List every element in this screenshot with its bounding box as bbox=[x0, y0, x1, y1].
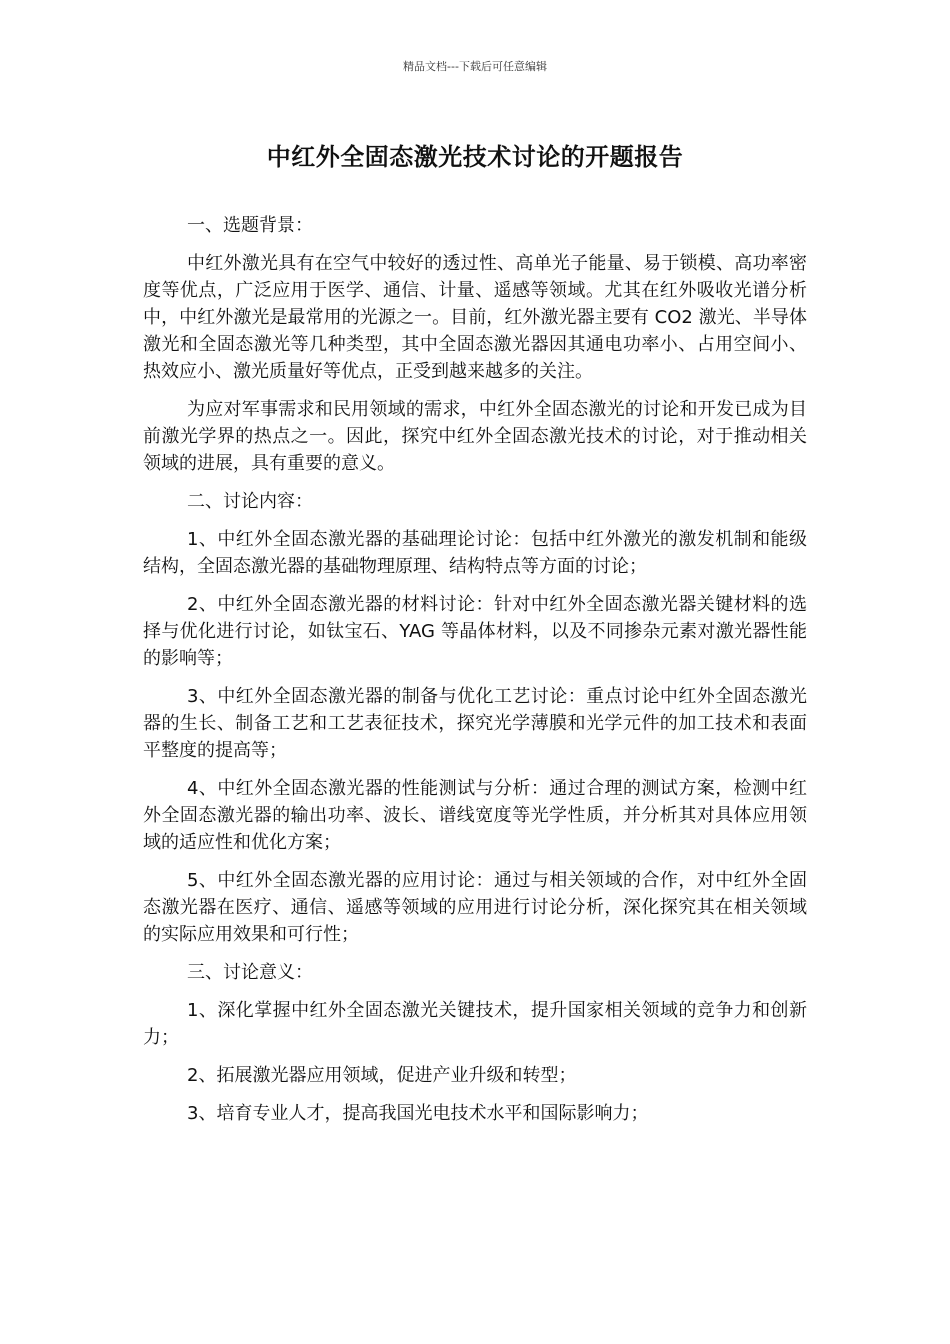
list-item: 1、中红外全固态激光器的基础理论讨论：包括中红外激光的激发机制和能级结构，全固态激光器的基础物理原理、结构特点等方面的讨论； bbox=[143, 529, 807, 577]
list-item: 5、中红外全固态激光器的应用讨论：通过与相关领域的合作，对中红外全固态激光器在医疗、通信、遥感等领域的应用进行讨论分析，深化探究其在相关领域的实际应用效果和可行性； bbox=[143, 870, 807, 945]
paragraph: 中红外激光具有在空气中较好的透过性、高单光子能量、易于锁模、高功率密度等优点，广泛应用于医学、通信、计量、遥感等领域。尤其在红外吸收光谱分析中，中红外激光是最常用的光源之一。目前，红外激光器主要有 CO2 激光、半导体激光和全固态激光等几种类型，其中全固态激光器因其通电功率小、占用空间小、热效应小、激光质量好等优点，正受到越来越多的关注。 bbox=[143, 253, 807, 382]
section-heading-significance: 三、讨论意义： bbox=[187, 962, 313, 983]
list-item: 4、中红外全固态激光器的性能测试与分析：通过合理的测试方案，检测中红外全固态激光器的输出功率、波长、谱线宽度等光学性质，并分析其对具体应用领域的适应性和优化方案； bbox=[143, 778, 807, 853]
list-item: 2、拓展激光器应用领域，促进产业升级和转型； bbox=[187, 1065, 577, 1086]
list-item: 3、培育专业人才，提高我国光电技术水平和国际影响力； bbox=[187, 1103, 649, 1124]
list-item: 3、中红外全固态激光器的制备与优化工艺讨论：重点讨论中红外全固态激光器的生长、制备工艺和工艺表征技术，探究光学薄膜和光学元件的加工技术和表面平整度的提高等； bbox=[143, 686, 807, 761]
paragraph: 为应对军事需求和民用领域的需求，中红外全固态激光的讨论和开发已成为目前激光学界的热点之一。因此，探究中红外全固态激光技术的讨论，对于推动相关领域的进展，具有重要的意义。 bbox=[143, 399, 807, 474]
list-item: 1、深化掌握中红外全固态激光关键技术，提升国家相关领域的竞争力和创新力； bbox=[143, 1000, 807, 1048]
document-title: 中红外全固态激光技术讨论的开题报告 bbox=[266, 143, 684, 171]
page-header: 精品文档---下载后可任意编辑 bbox=[403, 60, 547, 73]
list-item: 2、中红外全固态激光器的材料讨论：针对中红外全固态激光器关键材料的选择与优化进行讨论，如钛宝石、YAG 等晶体材料，以及不同掺杂元素对激光器性能的影响等； bbox=[143, 594, 807, 669]
section-heading-background: 一、选题背景： bbox=[187, 215, 313, 236]
section-heading-content: 二、讨论内容： bbox=[187, 491, 313, 512]
document-body bbox=[143, 212, 807, 1138]
